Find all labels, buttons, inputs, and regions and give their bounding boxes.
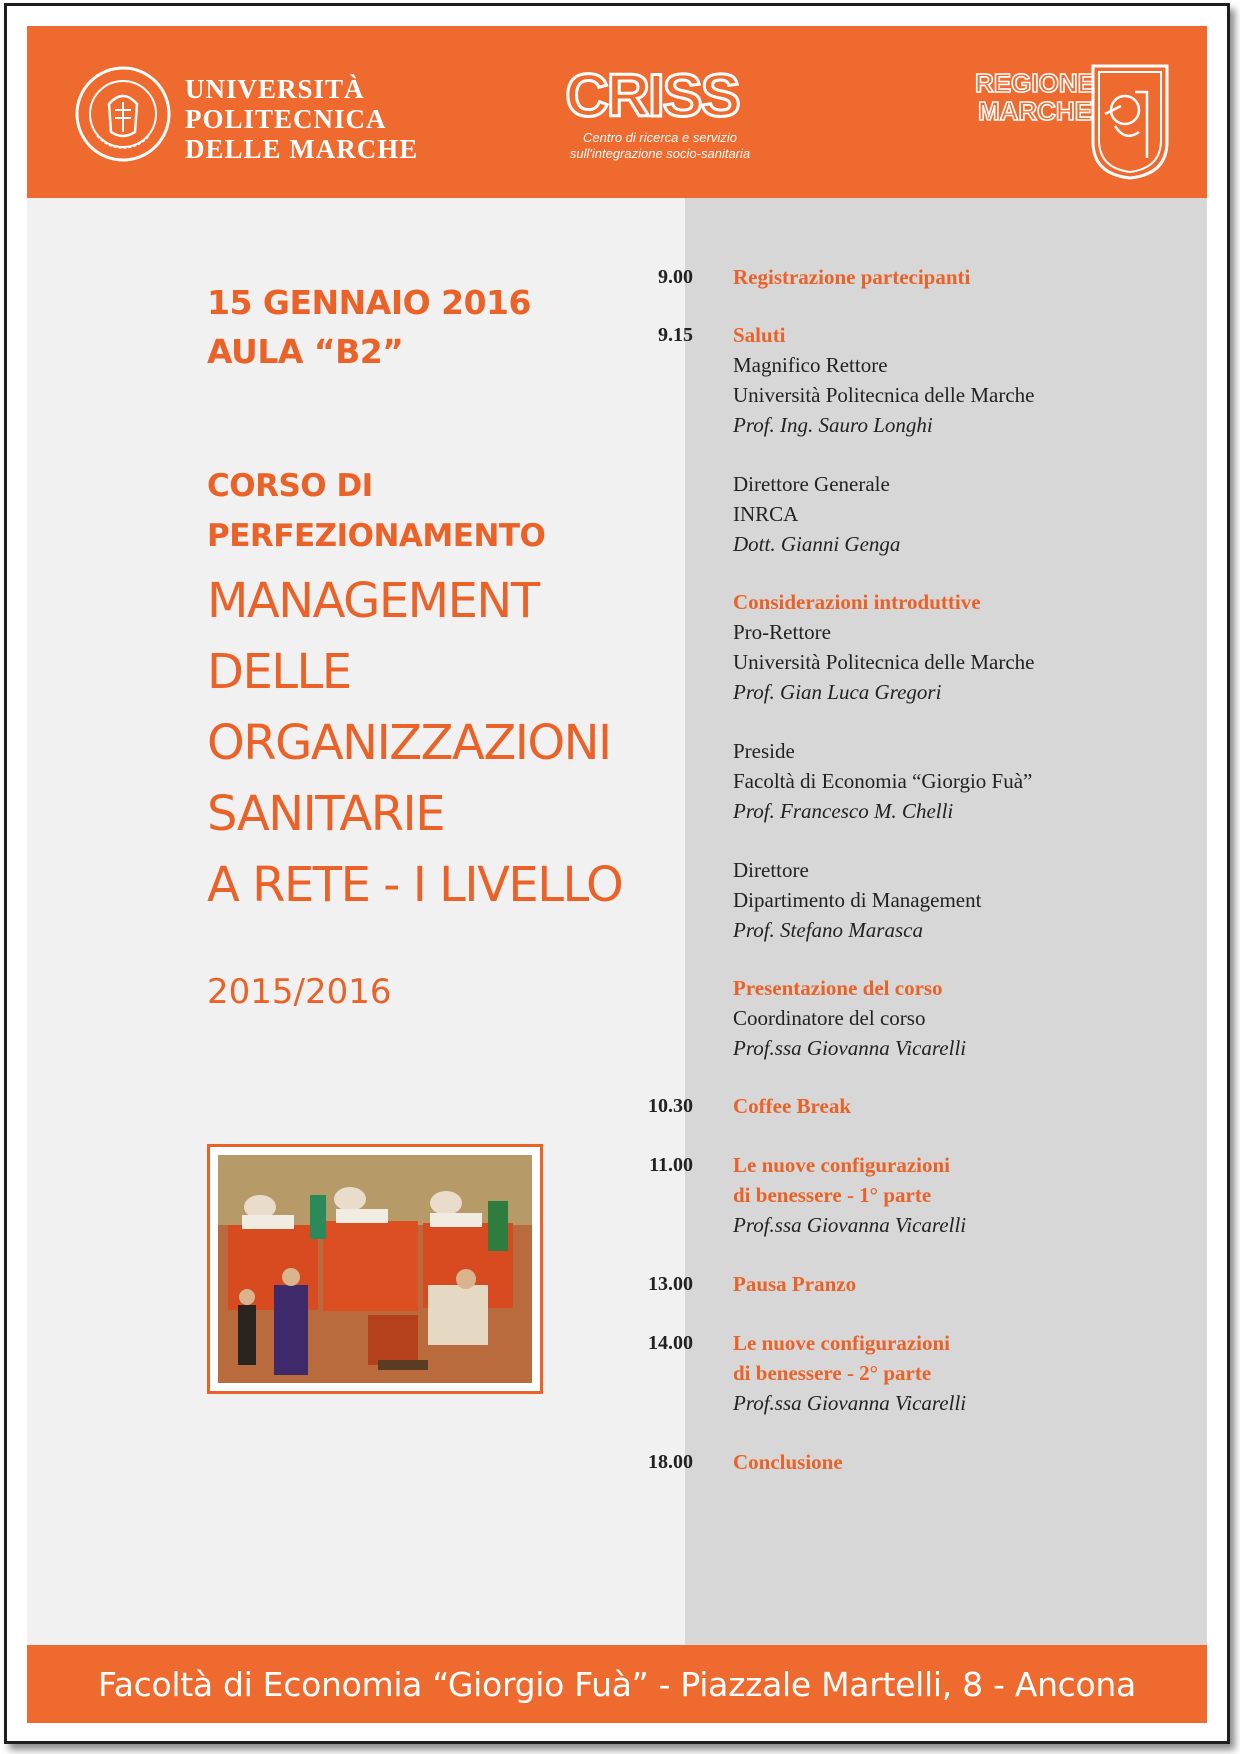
agenda-session-title: Le nuove configurazioni [733, 1153, 951, 1177]
course-title-line: MANAGEMENT [207, 573, 539, 629]
regione-marche-logo [975, 62, 1175, 182]
footer-address: Facoltà di Economia “Giorgio Fuà” - Piazzale Martelli, 8 - Ancona [98, 1664, 1136, 1704]
agenda-session-title: Presentazione del corso [733, 976, 943, 1000]
event-date: 15 GENNAIO 2016 [207, 283, 531, 322]
agenda-time: 14.00 [648, 1332, 693, 1354]
regione-marche-emblem-icon [1093, 66, 1167, 178]
agenda-speaker-role: Magnifico Rettore [733, 353, 888, 377]
agenda-session-title: di benessere - 2° parte [733, 1361, 932, 1385]
course-type-line: CORSO DI [207, 468, 373, 504]
agenda-session-title: di benessere - 1° parte [733, 1183, 932, 1207]
course-title [207, 566, 622, 921]
region-name-line: MARCHE [977, 96, 1093, 126]
academic-year: 2015/2016 [207, 972, 392, 1012]
agenda-speaker-role: Pro-Rettore [733, 620, 831, 644]
agenda-session-title: Le nuove configurazioni [733, 1331, 951, 1355]
course-title-line: DELLE [207, 644, 351, 700]
course-title-line: A RETE - I LIVELLO [207, 857, 623, 913]
university-name-line: DELLE MARCHE [185, 134, 419, 164]
agenda-session-title: Conclusione [733, 1450, 843, 1474]
agenda-speaker-name: Prof.ssa Giovanna Vicarelli [733, 1391, 967, 1415]
criss-logo-text: CRISS [565, 66, 739, 124]
course-title-line: ORGANIZZAZIONI [207, 715, 611, 771]
agenda-time: 9.00 [658, 266, 693, 288]
agenda-speaker-role: INRCA [733, 502, 799, 526]
agenda-time: 9.15 [658, 324, 693, 346]
course-type-line: PERFEZIONAMENTO [207, 518, 546, 554]
medieval-hospital-painting-icon [218, 1155, 532, 1383]
criss-logo [555, 66, 750, 124]
agenda-speaker-name: Prof.ssa Giovanna Vicarelli [733, 1036, 967, 1060]
criss-subtitle [535, 130, 785, 162]
agenda-speaker-name: Prof. Francesco M. Chelli [733, 799, 954, 823]
left-panel [27, 198, 685, 1645]
agenda-time: 11.00 [649, 1154, 693, 1176]
agenda-session-title: Pausa Pranzo [733, 1272, 857, 1296]
university-name [185, 74, 418, 164]
university-name-line: UNIVERSITÀ [185, 74, 365, 104]
agenda-time: 13.00 [648, 1273, 693, 1295]
agenda-speaker-name: Prof.ssa Giovanna Vicarelli [733, 1213, 967, 1237]
course-title-line: SANITARIE [207, 786, 445, 842]
criss-subtitle-line: Centro di ricerca e servizio [583, 130, 737, 145]
criss-subtitle-line: sull'integrazione socio-sanitaria [569, 146, 751, 161]
poster-header [27, 26, 1207, 198]
agenda-speaker-name: Dott. Gianni Genga [733, 532, 901, 556]
agenda-speaker-role: Coordinatore del corso [733, 1006, 926, 1030]
agenda-speaker-role: Università Politecnica delle Marche [733, 383, 1035, 407]
agenda-speaker-role: Preside [733, 739, 795, 763]
agenda-session-title: Considerazioni introduttive [733, 590, 981, 614]
agenda-speaker-name: Prof. Stefano Marasca [733, 918, 923, 942]
poster-frame [4, 3, 1230, 1744]
event-date-block [207, 278, 531, 376]
agenda-speaker-role: Dipartimento di Management [733, 888, 982, 912]
agenda-speaker-role: Direttore Generale [733, 472, 890, 496]
agenda-speaker-name: Prof. Gian Luca Gregori [733, 680, 942, 704]
artwork-frame [207, 1144, 543, 1394]
university-name-line: POLITECNICA [185, 104, 387, 134]
region-name-line: REGIONE [975, 68, 1095, 98]
agenda-speaker-role: Facoltà di Economia “Giorgio Fuà” [733, 769, 1033, 793]
agenda-session-title: Saluti [733, 323, 786, 347]
agenda-session-title: Coffee Break [733, 1094, 851, 1118]
agenda-speaker-role: Università Politecnica delle Marche [733, 650, 1035, 674]
agenda-speaker-name: Prof. Ing. Sauro Longhi [733, 413, 933, 437]
footer [27, 1645, 1207, 1723]
agenda-time: 10.30 [648, 1095, 693, 1117]
agenda-session-title: Registrazione partecipanti [733, 265, 971, 289]
university-seal-icon [75, 66, 171, 162]
agenda-speaker-role: Direttore [733, 858, 809, 882]
agenda-time: 18.00 [648, 1451, 693, 1473]
event-room: AULA “B2” [207, 332, 404, 371]
criss-logo-group [535, 66, 785, 166]
course-type [207, 461, 545, 561]
